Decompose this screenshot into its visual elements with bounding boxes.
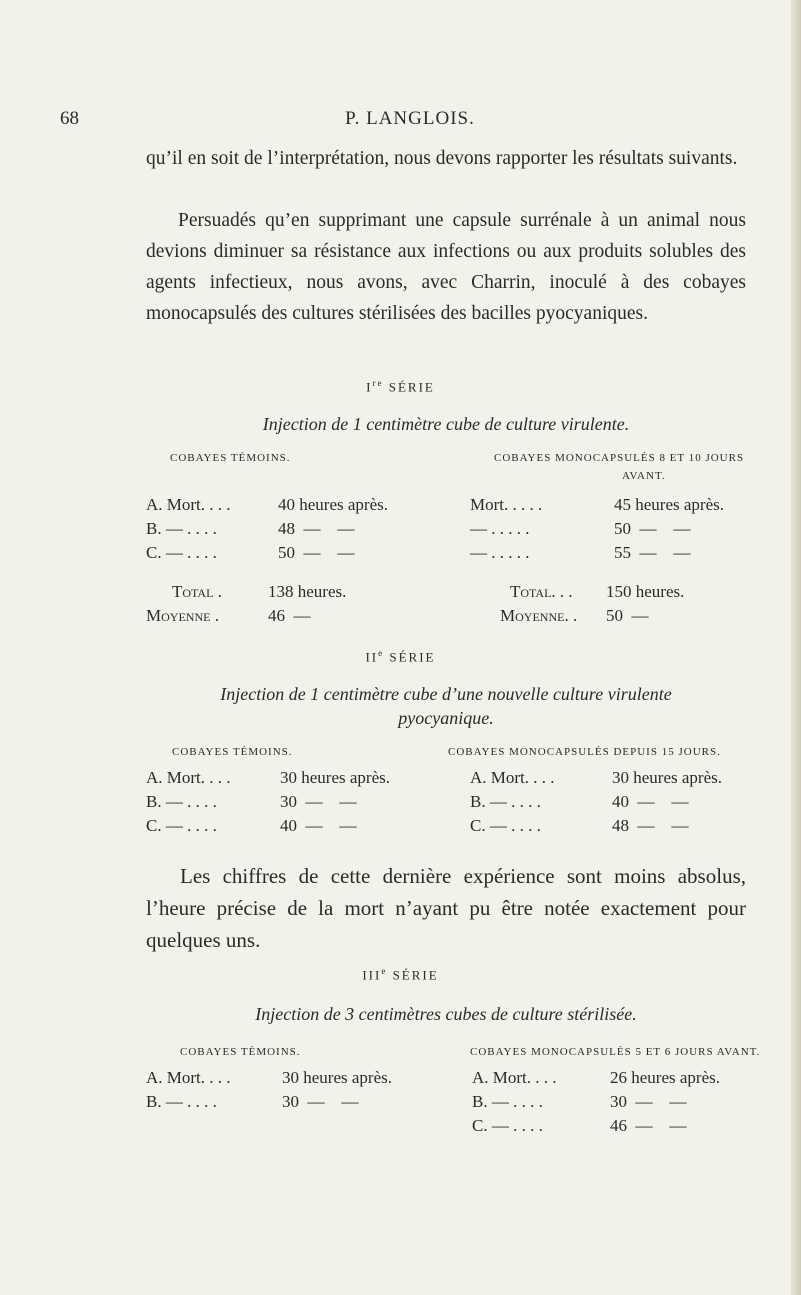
- series-2-sup: e: [378, 648, 385, 658]
- s2-left-row-b-value: 30 — —: [280, 792, 357, 811]
- s1-left-total-value: 138 heures.: [268, 582, 347, 601]
- series-3-numeral: III: [362, 967, 382, 983]
- s2-left-row-c-value: 40 — —: [280, 816, 357, 835]
- s3-right-row-c-label: C. — . . . .: [472, 1116, 543, 1135]
- s2-right-row-a-label: A. Mort. . . .: [470, 768, 555, 787]
- s3-right-row-b-label: B. — . . . .: [472, 1092, 543, 1111]
- s1-right-row-c-value: 55 — —: [614, 543, 691, 562]
- paragraph-1-text: qu’il en soit de l’interprétation, nous devons rapporter les résultats suivants.: [146, 148, 738, 169]
- series-1-right-head-1: COBAYES MONOCAPSULÉS 8 ET 10 JOURS: [494, 452, 745, 464]
- s1-right-row-c-label: — . . . . .: [470, 543, 530, 562]
- s1-left-mean-value: 46 —: [268, 606, 311, 625]
- s3-left-row-b-label: B. — . . . .: [146, 1092, 217, 1111]
- s1-right-row-b-value: 50 — —: [614, 519, 691, 538]
- s1-right-mean-value: 50 —: [606, 606, 649, 625]
- s1-right-row-b-label: — . . . . .: [470, 519, 530, 538]
- series-2-label: SÉRIE: [389, 649, 436, 665]
- series-1-sup: re: [372, 378, 384, 388]
- series-3-sup: e: [381, 966, 388, 976]
- series-2-injection-2: pyocyanique.: [398, 708, 494, 728]
- s2-left-row-c-label: C. — . . . .: [146, 816, 217, 835]
- s2-right-row-a-value: 30 heures après.: [612, 768, 722, 787]
- series-3-left-head: COBAYES TÉMOINS.: [180, 1046, 301, 1058]
- series-3-label: SÉRIE: [392, 967, 439, 983]
- paragraph-2: [146, 205, 746, 329]
- series-1-left-head: COBAYES TÉMOINS.: [170, 452, 291, 464]
- paragraph-1: [146, 143, 746, 174]
- s1-right-mean-label: Moyenne. .: [500, 606, 578, 625]
- paragraph-3: [146, 860, 746, 956]
- s2-right-row-b-label: B. — . . . .: [470, 792, 541, 811]
- series-2-left-head: COBAYES TÉMOINS.: [172, 746, 293, 758]
- series-1-label: SÉRIE: [388, 379, 435, 395]
- s3-right-row-c-value: 46 — —: [610, 1116, 687, 1135]
- s1-left-mean-label: Moyenne .: [146, 606, 219, 625]
- paragraph-2-text: Persuadés qu’en supprimant une capsule surrénale à un animal nous devions diminuer sa résistance aux infections ou aux produits solubles des agents infectieux, nous avons, avec Charrin, inoculé à des cobayes monocapsulés des cultures stérilisées des bacilles pyocyaniques.: [146, 210, 746, 324]
- series-1-numeral: I: [366, 379, 373, 395]
- series-1-heading: [0, 378, 801, 395]
- s3-left-row-b-value: 30 — —: [282, 1092, 359, 1111]
- s1-right-total-label: Total. . .: [510, 582, 573, 601]
- s3-left-row-a-value: 30 heures après.: [282, 1068, 392, 1087]
- series-2-right-head: COBAYES MONOCAPSULÉS DEPUIS 15 JOURS.: [448, 746, 721, 758]
- s3-right-row-a-value: 26 heures après.: [610, 1068, 720, 1087]
- s2-right-row-c-label: C. — . . . .: [470, 816, 541, 835]
- running-head: P. LANGLOIS.: [345, 108, 475, 129]
- series-3-right-head: COBAYES MONOCAPSULÉS 5 ET 6 JOURS AVANT.: [470, 1046, 761, 1058]
- series-1-injection: Injection de 1 centimètre cube de culture virulente.: [262, 414, 630, 434]
- s1-left-row-b-value: 48 — —: [278, 519, 355, 538]
- series-1-right-head-2: AVANT.: [622, 470, 666, 482]
- series-2-injection-1: Injection de 1 centimètre cube d’une nouvelle culture virulente: [220, 684, 672, 704]
- s1-left-row-c-label: C. — . . . .: [146, 543, 217, 562]
- page-number: 68: [60, 108, 79, 129]
- s1-left-row-a-label: A. Mort. . . .: [146, 495, 231, 514]
- s1-right-total-value: 150 heures.: [606, 582, 685, 601]
- s2-left-row-b-label: B. — . . . .: [146, 792, 217, 811]
- s3-right-row-a-label: A. Mort. . . .: [472, 1068, 557, 1087]
- s2-right-row-c-value: 48 — —: [612, 816, 689, 835]
- series-2-numeral: II: [365, 649, 379, 665]
- s2-left-row-a-value: 30 heures après.: [280, 768, 390, 787]
- series-2-heading: [0, 648, 801, 665]
- s1-left-total-label: Total .: [172, 582, 222, 601]
- s2-left-row-a-label: A. Mort. . . .: [146, 768, 231, 787]
- paragraph-3-text: Les chiffres de cette dernière expérience sont moins absolus, l’heure précise de la mort n’ayant pu être notée exactement pour quelques uns.: [146, 864, 746, 952]
- s1-left-row-c-value: 50 — —: [278, 543, 355, 562]
- series-3-injection: Injection de 3 centimètres cubes de culture stérilisée.: [255, 1004, 637, 1024]
- s1-right-row-a-label: Mort. . . . .: [470, 495, 543, 514]
- s3-left-row-a-label: A. Mort. . . .: [146, 1068, 231, 1087]
- s1-right-row-a-value: 45 heures après.: [614, 495, 724, 514]
- s3-right-row-b-value: 30 — —: [610, 1092, 687, 1111]
- s1-left-row-b-label: B. — . . . .: [146, 519, 217, 538]
- series-3-heading: [0, 966, 801, 983]
- s1-left-row-a-value: 40 heures après.: [278, 495, 388, 514]
- s2-right-row-b-value: 40 — —: [612, 792, 689, 811]
